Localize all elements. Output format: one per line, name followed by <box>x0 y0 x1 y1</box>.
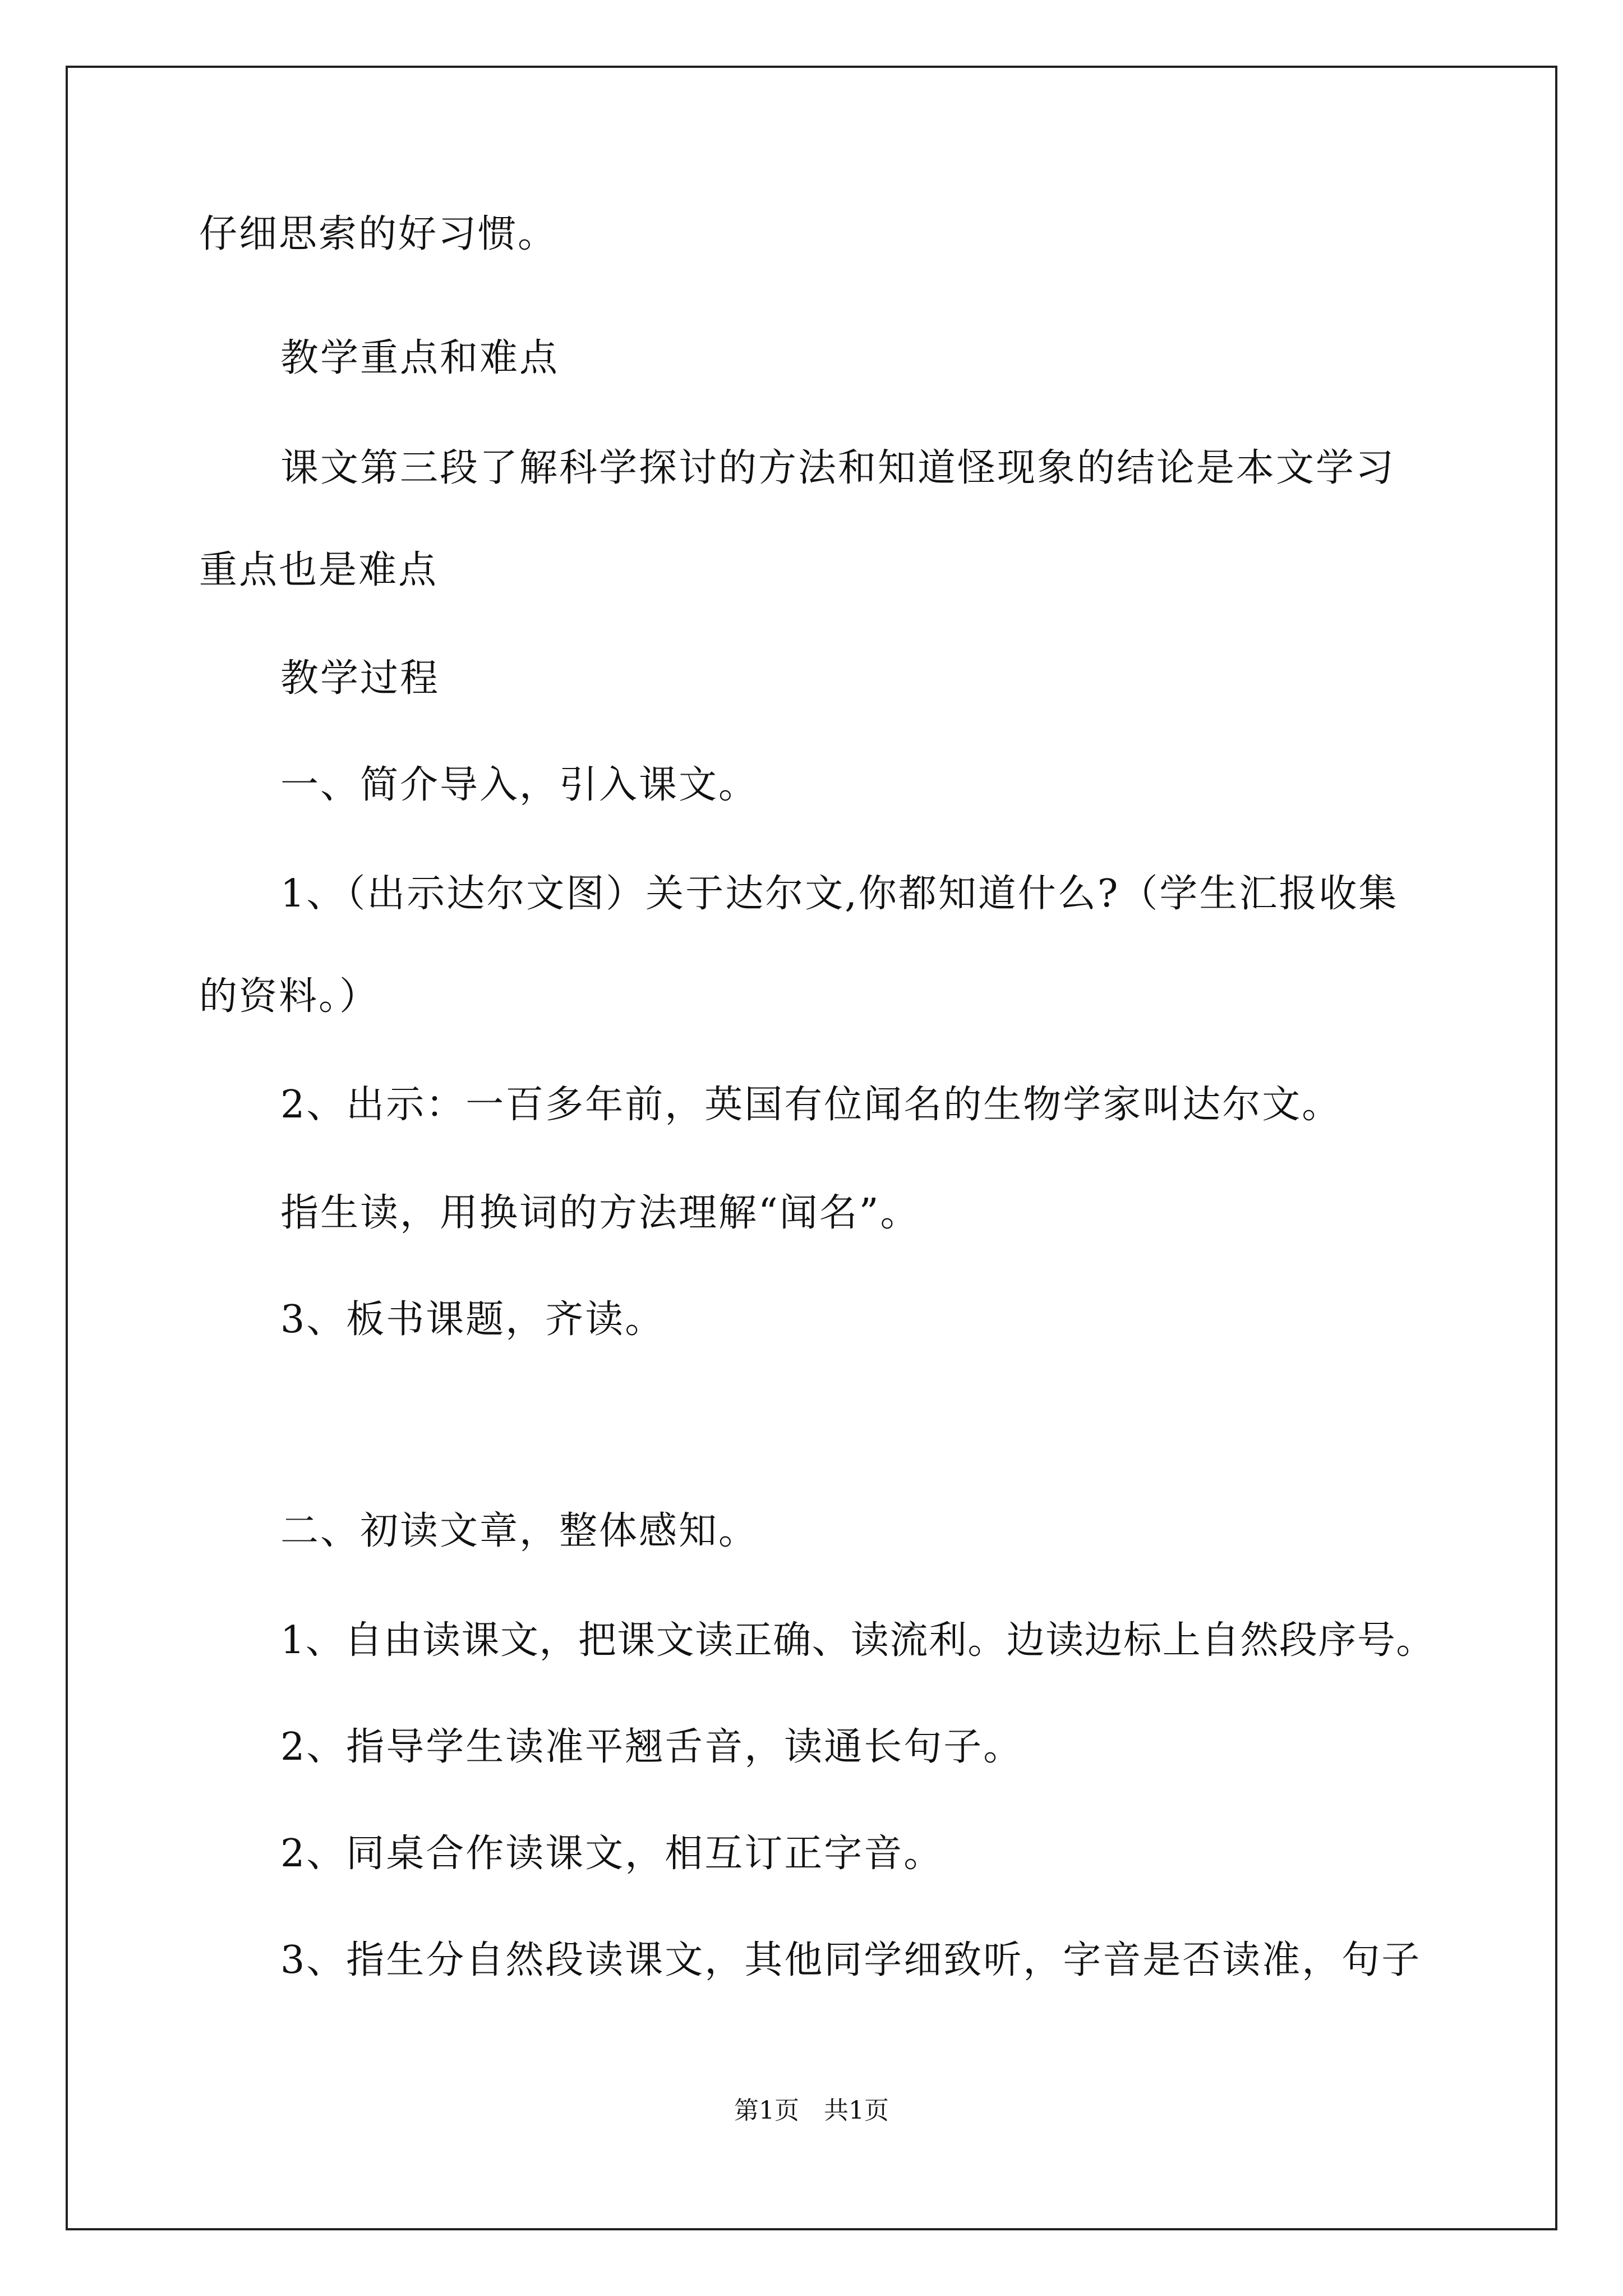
paragraph-line-4: 重点也是难点 <box>199 548 439 592</box>
paragraph-line-6: 一、简介导入，引入课文。 <box>280 763 759 807</box>
paragraph-line-1: 仔细思索的好习惯。 <box>199 212 558 256</box>
paragraph-line-15: 2、同桌合作读课文，相互订正字音。 <box>280 1832 944 1876</box>
paragraph-line-7: 1、（出示达尔文图）关于达尔文,你都知道什么?（学生汇报收集 <box>280 872 1399 916</box>
page-border <box>66 66 1557 2230</box>
paragraph-line-2: 教学重点和难点 <box>280 336 560 380</box>
paragraph-line-5: 教学过程 <box>280 656 440 701</box>
paragraph-line-14: 2、指导学生读准平翘舌音，读通长句子。 <box>280 1725 1023 1769</box>
paragraph-line-10: 指生读，用换词的方法理解“闻名”。 <box>280 1191 920 1235</box>
paragraph-line-13: 1、自由读课文，把课文读正确、读流利。边读边标上自然段序号。 <box>280 1618 1435 1663</box>
paragraph-line-9: 2、出示：一百多年前，英国有位闻名的生物学家叫达尔文。 <box>280 1083 1342 1127</box>
paragraph-line-3: 课文第三段了解科学探讨的方法和知道怪现象的结论是本文学习 <box>280 446 1396 490</box>
paragraph-line-8: 的资料。） <box>199 974 380 1019</box>
paragraph-line-16: 3、指生分自然段读课文，其他同学细致听，字音是否读准，句子 <box>280 1938 1422 1982</box>
paragraph-line-11: 3、板书课题，齐读。 <box>280 1297 665 1342</box>
page-number-footer: 第1页 共1页 <box>734 2096 889 2125</box>
paragraph-line-12: 二、初读文章，整体感知。 <box>280 1509 759 1553</box>
